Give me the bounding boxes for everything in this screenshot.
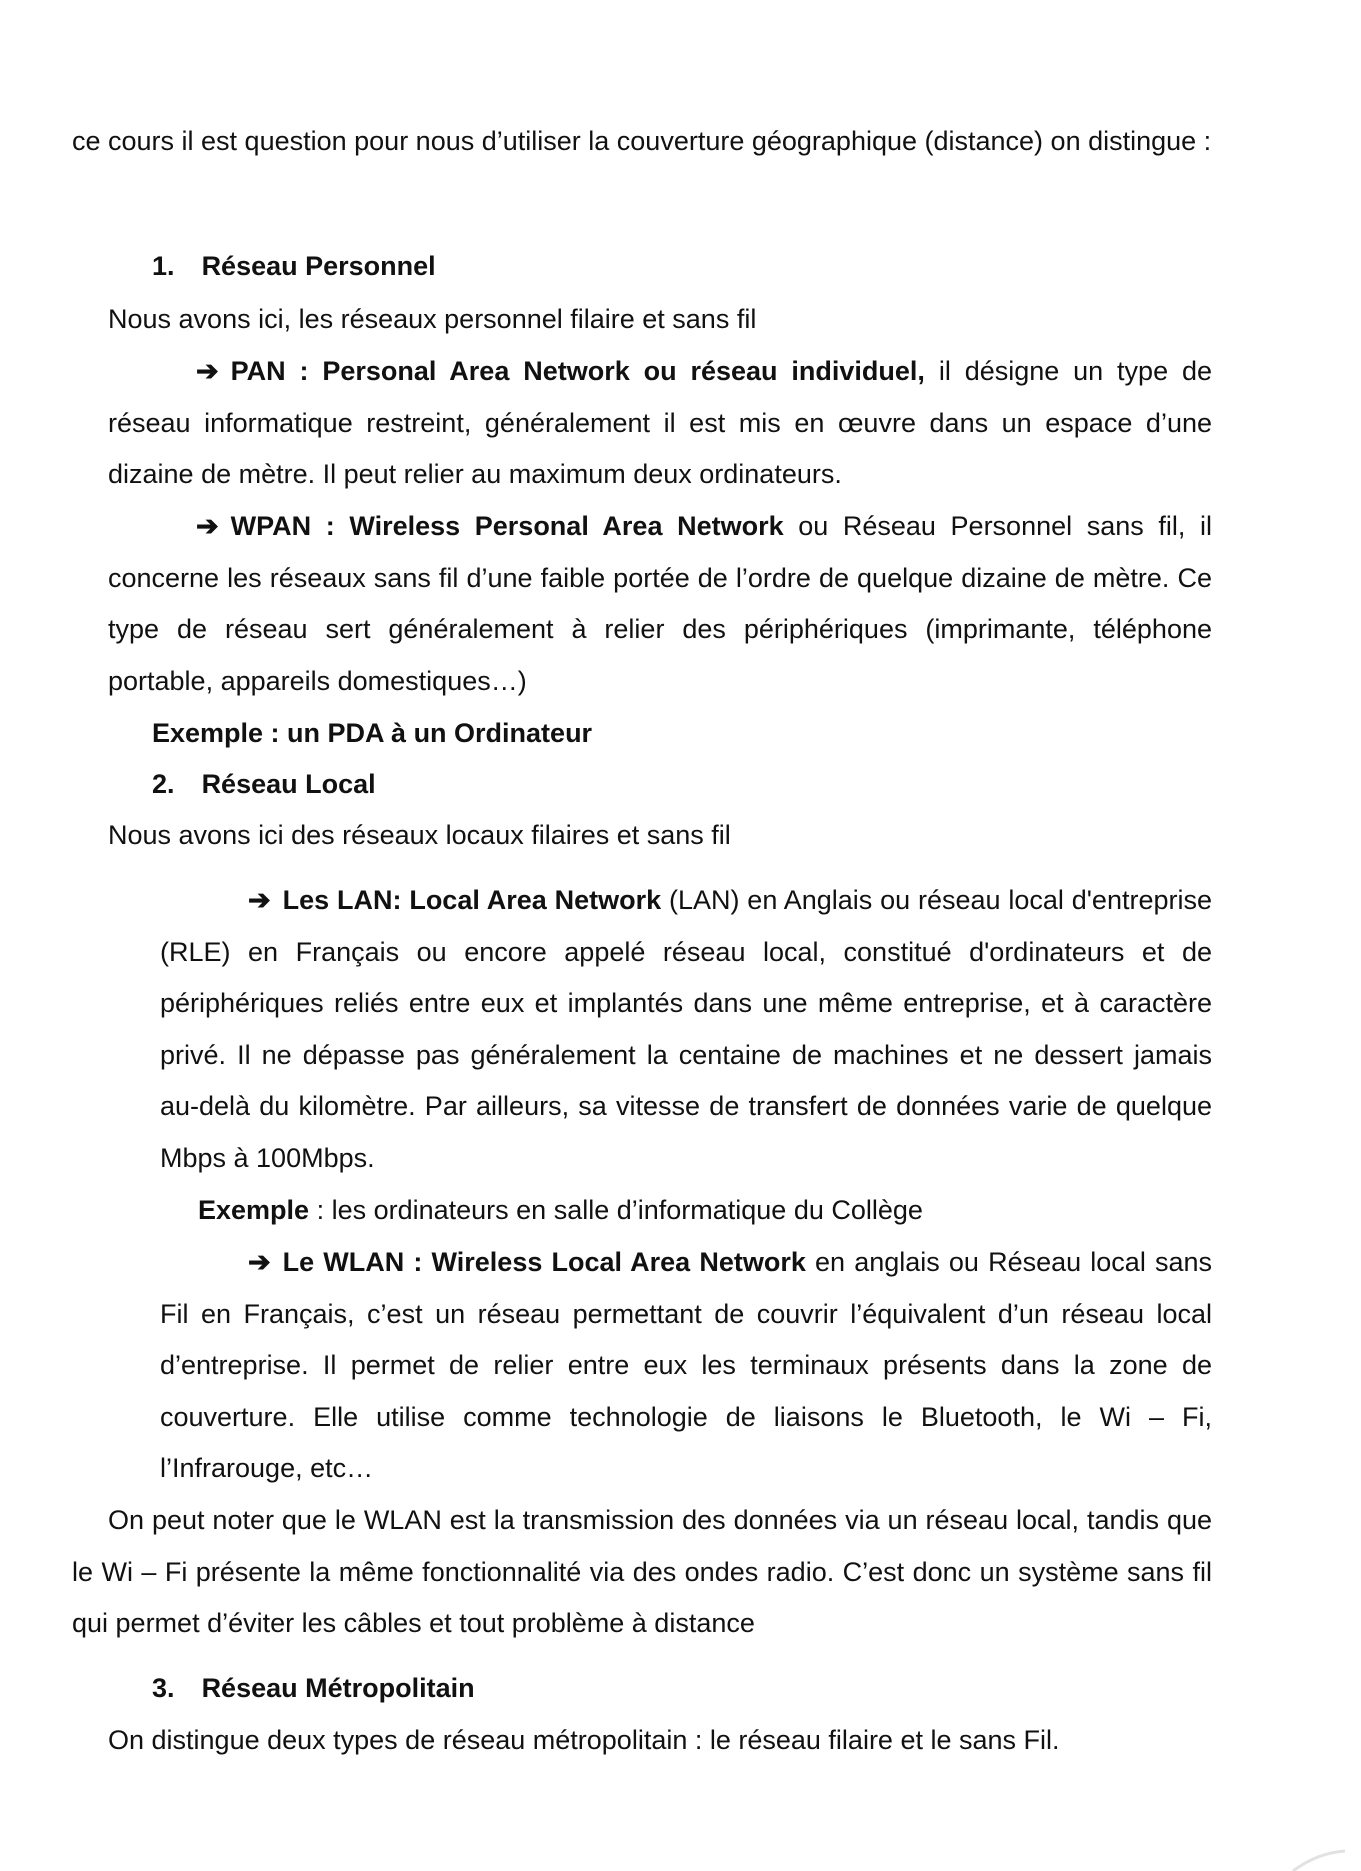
- pan-paragraph: [108, 346, 1212, 501]
- wlan-text: en anglais ou Réseau local sans Fil en Français, c’est un réseau permettant de couvrir l’équivalent d’un réseau local d’entreprise. Il permet de relier entre eux les terminaux présents dans la zone de couverture. Elle utilise comme technologie de liaisons le Bluetooth, le Wi – Fi, l’Infrarouge, etc…: [160, 1247, 1212, 1483]
- arrow-right-icon: ➔: [248, 885, 271, 915]
- section-title: Réseau Métropolitain: [201, 1673, 475, 1703]
- section-number: 1.: [152, 251, 175, 281]
- section2-example: [198, 1185, 1212, 1237]
- section3-intro: On distingue deux types de réseau métropolitain : le réseau filaire et le sans Fil.: [108, 1725, 1060, 1755]
- wlan-paragraph: [160, 1237, 1212, 1495]
- wlan-note: On peut noter que le WLAN est la transmission des données via un réseau local, tandis que le Wi – Fi présente la même fonctionnalité via des ondes radio. C’est donc un système sans fil qui permet d’éviter les câbles et tout problème à distance: [72, 1505, 1212, 1638]
- wlan-term: Le WLAN : Wireless Local Area Network: [282, 1247, 806, 1277]
- section-title: Réseau Personnel: [201, 251, 436, 281]
- arrow-right-icon: ➔: [196, 511, 219, 541]
- intro-paragraph: [72, 116, 1212, 168]
- section1-example: Exemple : un PDA à un Ordinateur: [152, 718, 593, 748]
- wpan-text: ou Réseau Personnel sans fil, il concerne les réseaux sans fil d’une faible portée de l’ordre de quelque dizaine de mètre. Ce type de réseau sert généralement à relier des périphériques (imprimante, téléphone portable, appareils domestiques…): [108, 511, 1212, 696]
- section-number: 3.: [152, 1673, 175, 1703]
- wpan-term: WPAN : Wireless Personal Area Network: [230, 511, 784, 541]
- lan-term: Les LAN: Local Area Network: [282, 885, 662, 915]
- arrow-right-icon: ➔: [196, 356, 219, 386]
- wpan-paragraph: [108, 501, 1212, 707]
- pan-term: PAN : Personal Area Network ou réseau individuel,: [230, 356, 925, 386]
- lan-paragraph: [160, 875, 1212, 1184]
- section-heading-2: [152, 759, 376, 811]
- arrow-right-icon: ➔: [248, 1247, 271, 1277]
- section-number: 2.: [152, 769, 175, 799]
- page-curl-decoration: [1287, 1849, 1347, 1871]
- pan-text: il désigne un type de réseau informatique restreint, généralement il est mis en œuvre dans un espace d’une dizaine de mètre. Il peut relier au maximum deux ordinateurs.: [108, 356, 1212, 489]
- example-label: Exemple: [198, 1195, 310, 1225]
- lan-text: (LAN) en Anglais ou réseau local d'entreprise (RLE) en Français ou encore appelé réseau local, constitué d'ordinateurs et de périphériques reliés entre eux et implantés dans une même entreprise, et à caractère privé. Il ne dépasse pas généralement la centaine de machines et ne dessert jamais au-delà du kilomètre. Par ailleurs, sa vitesse de transfert de données varie de quelque Mbps à 100Mbps.: [160, 885, 1212, 1173]
- intro-text: ce cours il est question pour nous d’utiliser la couverture géographique (distance) on distingue :: [72, 126, 1212, 156]
- section-title: Réseau Local: [201, 769, 376, 799]
- section-heading-3: [152, 1663, 475, 1715]
- section1-intro: Nous avons ici, les réseaux personnel filaire et sans fil: [108, 304, 757, 334]
- section2-intro: Nous avons ici des réseaux locaux filaires et sans fil: [108, 820, 731, 850]
- section-heading-1: [152, 241, 436, 293]
- example-text: : les ordinateurs en salle d’informatique du Collège: [309, 1195, 923, 1225]
